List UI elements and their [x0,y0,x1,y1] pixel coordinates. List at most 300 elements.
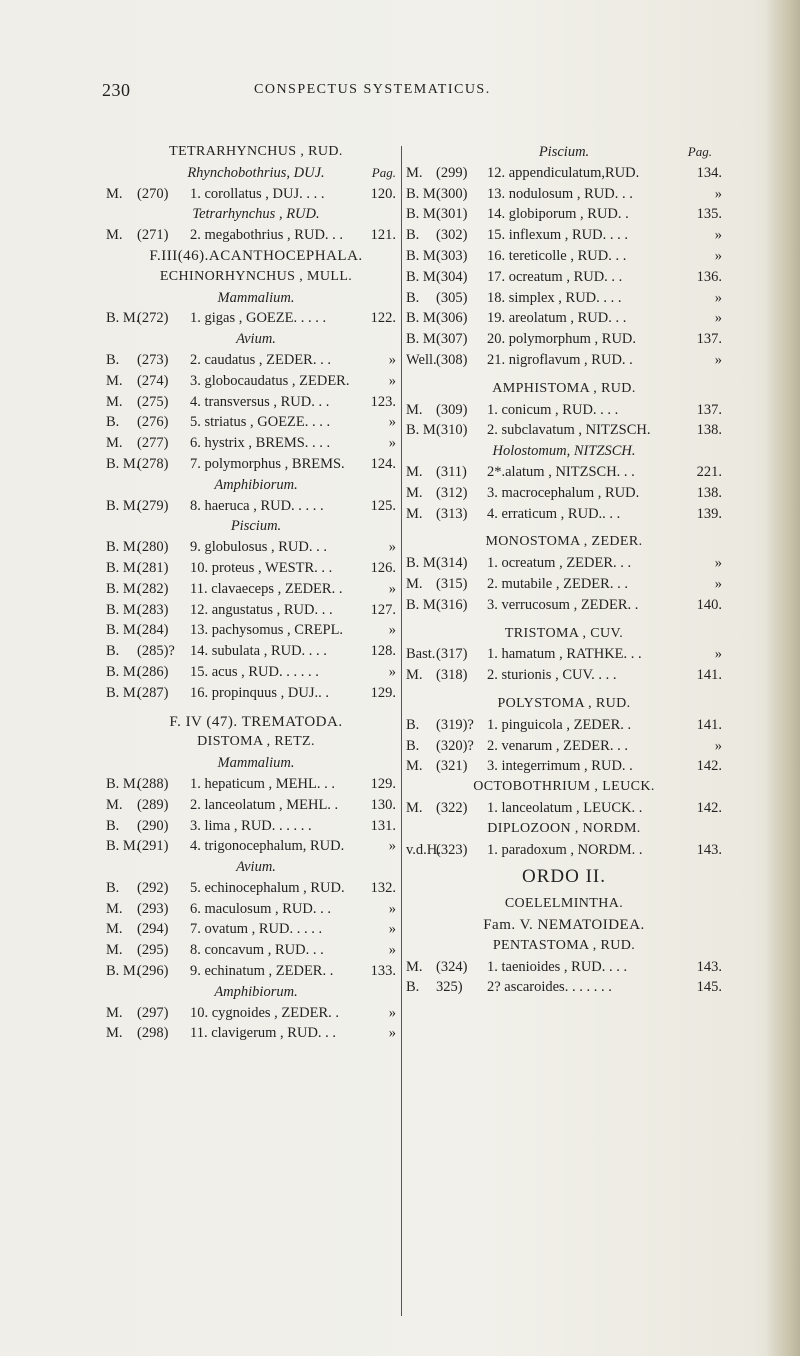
catalog-entry [106,350,406,371]
genus-heading: PENTASTOMA , RUD. [492,937,636,953]
entry-number: (274) [137,372,169,389]
catalog-entry [406,644,722,665]
species-name: 2. caudatus , ZEDER. . . [190,351,331,368]
collection-code: B. M. [106,963,140,980]
species-name: 20. polymorphum , RUD. [487,331,637,348]
collection-code: M. [106,921,123,938]
collection-code: B. M. [406,310,440,327]
spacer [106,704,406,712]
subgroup-label: Avium. [236,859,276,876]
species-name: 1. hamatum , RATHKE. . . [487,646,642,663]
page-reference: » [714,247,722,264]
entry-number: (314) [436,555,468,572]
entry-number: (290) [137,817,169,834]
catalog-entry [106,412,406,433]
collection-code: M. [406,484,423,501]
species-name: 5. striatus , GOEZE. . . . [190,414,331,431]
subgroup-heading [106,288,406,309]
entry-number: (317) [436,646,468,663]
page-reference: » [388,838,396,855]
right-column [406,142,722,998]
family-heading: F. IV (47). TREMATODA. [169,713,343,730]
catalog-entry [406,715,722,736]
collection-code: B. M. [106,497,140,514]
page-reference: 121. [370,227,396,244]
catalog-entry [106,683,406,704]
collection-code: M. [106,435,123,452]
running-title: CONSPECTUS SYSTEMATICUS. [254,82,491,97]
catalog-entry [406,553,722,574]
catalog-entry [406,400,722,421]
catalog-entry [106,816,406,837]
subgroup-label: Rhynchobothrius, DUJ. [187,164,325,181]
species-name: 7. polymorphus , BREMS. [190,455,345,472]
family-heading: Fam. V. NEMATOIDEA. [483,917,645,934]
catalog-entry [106,496,406,517]
subgroup-heading [106,329,406,350]
species-name: 10. cygnoides , ZEDER. . [190,1004,340,1021]
collection-code: B. [406,227,420,244]
entry-number: (291) [137,838,169,855]
catalog-entry [406,595,722,616]
page-reference: » [714,227,722,244]
catalog-entry [106,579,406,600]
subgroup-label: Amphibiorum. [214,983,298,1000]
subgroup-heading [106,204,406,225]
subgroup-label: Tetrarhynchus , RUD. [192,206,320,223]
species-name: 5. echinocephalum , RUD. [190,879,345,896]
species-name: 12. angustatus , RUD. . . [190,601,333,618]
page-reference: » [388,663,396,680]
species-name: 14. subulata , RUD. . . . [190,643,327,660]
species-name: 4. erraticum , RUD.. . . [487,505,621,522]
collection-code: M. [106,942,123,959]
species-name: 13. nodulosum , RUD. . . [487,185,633,202]
entry-number: (310) [436,422,468,439]
collection-code: B. M. [406,185,440,202]
species-name: 3. lima , RUD. . . . . . [190,817,312,834]
collection-code: M. [106,393,123,410]
collection-code: B. M. [106,622,140,639]
spacer [406,371,722,379]
species-name: 16. tereticolle , RUD. . . [487,247,627,264]
species-name: 3. verrucosum , ZEDER. . [487,596,639,613]
page-reference: » [714,185,722,202]
species-name: 1. pinguicola , ZEDER. . [487,716,632,733]
entry-number: (288) [137,775,169,792]
page-reference: » [714,737,722,754]
collection-code: B. M. [106,684,140,701]
entry-number: (292) [137,879,169,896]
entry-number: (277) [137,435,169,452]
species-name: 4. trigonocephalum, RUD. [190,838,345,855]
page-reference: 128. [370,643,396,660]
catalog-entry [406,504,722,525]
species-name: 13. pachysomus , CREPL. [190,622,344,639]
collection-code: B. M. [406,268,440,285]
species-name: 11. clavaeceps , ZEDER. . [190,580,343,597]
page-reference: 135. [696,206,722,223]
entry-number: (270) [137,185,169,202]
entry-number: (278) [137,455,169,472]
catalog-entry [106,308,406,329]
catalog-entry [106,940,406,961]
collection-code: M. [406,575,423,592]
catalog-entry [406,840,722,861]
subgroup-label: Holostomum, NITZSCH. [492,443,636,460]
entry-number: (280) [137,539,169,556]
collection-code: M. [106,1004,123,1021]
entry-number: (311) [436,463,467,480]
page-number: 230 [102,80,131,100]
entry-number: (313) [436,505,468,522]
subgroup-label: Avium. [236,331,276,348]
collection-code: B. [406,979,420,996]
page-reference: » [388,622,396,639]
entry-number: (287) [137,684,169,701]
collection-code: B. M. [406,331,440,348]
species-name: 10. proteus , WESTR. . . [190,559,333,576]
page-reference: 139. [696,505,722,522]
genus-heading: POLYSTOMA , RUD. [497,695,631,711]
species-name: 15. acus , RUD. . . . . . [190,663,319,680]
page-reference: 125. [370,497,396,514]
page-reference: » [388,539,396,556]
entry-number: 325) [436,979,463,996]
catalog-entry [106,537,406,558]
entry-number: (300) [436,185,468,202]
catalog-entry [406,462,722,483]
entry-number: (319)? [436,716,474,733]
page-reference: 129. [370,775,396,792]
page-column-label: Pag. [687,144,712,159]
species-name: 1. gigas , GOEZE. . . . . [190,310,327,327]
collection-code: M. [106,900,123,917]
order-heading: ORDO II. [522,866,606,888]
page-reference: » [714,646,722,663]
catalog-entry [406,574,722,595]
species-name: 2. megabothrius , RUD. . . [190,227,344,244]
page-reference: » [388,1004,396,1021]
catalog-entry [106,961,406,982]
entry-number: (282) [137,580,169,597]
entry-number: (306) [436,310,468,327]
genus-heading: COELELMINTHA. [504,896,624,912]
page-reference: » [388,351,396,368]
entry-number: (318) [436,667,468,684]
page-reference: 132. [370,879,396,896]
page-reference: 138. [696,422,722,439]
genus-heading: DISTOMA , RETZ. [197,734,315,750]
page-reference: 133. [370,963,396,980]
page-reference: 126. [370,559,396,576]
species-name: 1. paradoxum , NORDM. . [487,841,643,858]
catalog-entry [406,420,722,441]
page-reference: 134. [696,164,722,181]
catalog-entry [406,308,722,329]
genus-heading: DIPLOZOON , NORDM. [487,820,641,836]
catalog-entry [106,600,406,621]
collection-code: M. [406,799,423,816]
collection-code: M. [406,505,423,522]
genus-heading: TRISTOMA , CUV. [504,625,624,641]
species-name: 1. taenioides , RUD. . . . [487,958,628,975]
entry-number: (273) [137,351,169,368]
entry-number: (320)? [436,737,474,754]
entry-number: (283) [137,601,169,618]
page-reference: » [388,921,396,938]
page-reference: » [388,435,396,452]
catalog-entry [406,184,722,205]
catalog-entry [106,919,406,940]
collection-code: B. [406,289,420,306]
genus-heading: ECHINORHYNCHUS , MULL. [159,268,353,284]
catalog-entry [406,665,722,686]
page-reference: 141. [696,716,722,733]
entry-number: (294) [137,921,169,938]
species-name: 4. transversus , RUD. . . [190,393,330,410]
species-name: 9. echinatum , ZEDER. . [190,963,334,980]
species-name: 9. globulosus , RUD. . . [190,539,327,556]
catalog-entry [106,454,406,475]
entry-number: (316) [436,596,468,613]
catalog-entry [406,246,722,267]
entry-number: (308) [436,351,468,368]
page-reference: 127. [370,601,396,618]
page-reference: 138. [696,484,722,501]
entry-number: (312) [436,484,468,501]
collection-code: v.d.H. [406,841,441,858]
page-reference: » [714,351,722,368]
subgroup-heading [106,163,406,184]
catalog-entry [106,662,406,683]
species-name: 1. ocreatum , ZEDER. . . [487,555,632,572]
entry-number: (296) [137,963,169,980]
collection-code: M. [106,372,123,389]
entry-number: (309) [436,401,468,418]
subgroup-heading [106,982,406,1003]
page-reference: 137. [696,401,722,418]
subgroup-heading [106,475,406,496]
page-reference: » [388,900,396,917]
collection-code: B. M. [406,555,440,572]
species-name: 6. hystrix , BREMS. . . . [190,435,331,452]
page-reference: » [714,310,722,327]
collection-code: M. [406,463,423,480]
spacer [406,616,722,624]
collection-code: B. M. [106,580,140,597]
page-reference: » [714,555,722,572]
catalog-entry [106,433,406,454]
page-reference: 137. [696,331,722,348]
page-reference: 143. [696,958,722,975]
subgroup-heading [106,753,406,774]
subgroup-label: Piscium. [230,518,282,535]
collection-code: B. [106,414,120,431]
entry-number: (295) [137,942,169,959]
page-reference: 221. [696,463,722,480]
entry-number: (299) [436,164,468,181]
species-name: 18. simplex , RUD. . . . [487,289,622,306]
catalog-entry [406,225,722,246]
page-reference: 120. [370,185,396,202]
species-name: 2. mutabile , ZEDER. . . [487,575,628,592]
catalog-entry [406,267,722,288]
catalog-entry [106,836,406,857]
entry-number: (272) [137,310,169,327]
catalog-entry [406,977,722,998]
species-name: 21. nigroflavum , RUD. . [487,351,633,368]
page-reference: » [388,1025,396,1042]
entry-number: (271) [137,227,169,244]
species-name: 19. areolatum , RUD. . . [487,310,627,327]
species-name: 1. lanceolatum , LEUCK. . [487,799,643,816]
family-heading: F.III(46).ACANTHOCEPHALA. [149,247,363,264]
species-name: 12. appendiculatum,RUD. [487,164,640,181]
catalog-entry [106,641,406,662]
spacer [406,686,722,694]
collection-code: M. [106,1025,123,1042]
entry-number: (315) [436,575,468,592]
species-name: 17. ocreatum , RUD. . . [487,268,623,285]
collection-code: M. [406,401,423,418]
collection-code: B. M. [406,596,440,613]
collection-code: B. M. [106,455,140,472]
species-name: 3. globocaudatus , ZEDER. [190,372,350,389]
entry-number: (289) [137,796,169,813]
catalog-entry [106,371,406,392]
page-edge-shadow [766,0,800,1356]
collection-code: B. [106,643,120,660]
page-reference: 145. [696,979,722,996]
page-reference: 141. [696,667,722,684]
entry-number: (298) [137,1025,169,1042]
entry-number: (301) [436,206,468,223]
species-name: 8. haeruca , RUD. . . . . [190,497,324,514]
subgroup-heading [106,857,406,878]
collection-code: B. M. [106,775,140,792]
page-reference: » [388,414,396,431]
catalog-entry [106,1003,406,1024]
species-name: 2. sturionis , CUV. . . . [487,667,617,684]
catalog-entry [406,288,722,309]
catalog-entry [106,795,406,816]
page-reference: » [714,289,722,306]
subgroup-label: Piscium. [538,144,590,160]
entry-number: (297) [137,1004,169,1021]
species-name: 1. conicum , RUD. . . . [487,401,619,418]
collection-code: B. [406,716,420,733]
entry-number: (305) [436,289,468,306]
collection-code: B. [406,737,420,754]
species-name: 16. propinquus , DUJ.. . [190,684,329,701]
collection-code: B. [106,351,120,368]
left-column [106,142,406,1044]
collection-code: B. M. [106,663,140,680]
species-name: 6. maculosum , RUD. . . [190,900,331,917]
catalog-entry [106,392,406,413]
collection-code: M. [406,758,423,775]
catalog-entry [106,558,406,579]
collection-code: B. M. [106,601,140,618]
page-header [0,80,800,104]
subgroup-heading [106,516,406,537]
page-reference: 142. [696,758,722,775]
catalog-entry [406,163,722,184]
collection-code: B. M. [106,838,140,855]
species-name: 15. inflexum , RUD. . . . [487,227,628,244]
species-name: 2. lanceolatum , MEHL. . [190,796,339,813]
entry-number: (285)? [137,643,175,660]
collection-code: B. M. [106,559,140,576]
collection-code: M. [406,958,423,975]
entry-number: (324) [436,958,468,975]
species-name: 1. hepaticum , MEHL. . . [190,775,335,792]
collection-code: M. [406,164,423,181]
collection-code: Well. [406,351,437,368]
collection-code: M. [106,227,123,244]
collection-code: B. M. [106,539,140,556]
species-name: 3. integerrimum , RUD. . [487,758,633,775]
catalog-entry [106,878,406,899]
page-reference: » [388,580,396,597]
page-reference: 142. [696,799,722,816]
subgroup-label: Mammalium. [217,755,295,772]
page-reference: 123. [370,393,396,410]
species-name: 1. corollatus , DUJ. . . . [190,185,325,202]
collection-code: B. [106,817,120,834]
catalog-entry [106,899,406,920]
entry-number: (276) [137,414,169,431]
collection-code: M. [106,796,123,813]
entry-number: (279) [137,497,169,514]
entry-number: (284) [137,622,169,639]
catalog-entry [106,620,406,641]
catalog-entry [106,225,406,246]
page-reference: 136. [696,268,722,285]
species-name: 2? ascaroides. . . . . . . [487,979,612,996]
subgroup-label: Amphibiorum. [214,476,298,493]
collection-code: B. M. [406,422,440,439]
catalog-entry [406,756,722,777]
page-reference: 140. [696,596,722,613]
collection-code: B. M. [106,310,140,327]
page-reference: 130. [370,796,396,813]
species-name: 14. globiporum , RUD. . [487,206,629,223]
catalog-entry [406,736,722,757]
entry-number: (302) [436,227,468,244]
catalog-entry [406,957,722,978]
species-name: 11. clavigerum , RUD. . . [190,1025,337,1042]
species-name: 3. macrocephalum , RUD. [487,484,640,501]
page-column-label: Pag. [371,164,396,180]
column-divider [401,146,402,1316]
collection-code: M. [106,185,123,202]
catalog-entry [406,798,722,819]
entry-number: (321) [436,758,468,775]
collection-code: B. [106,879,120,896]
subgroup-heading [406,441,722,462]
entry-number: (281) [137,559,169,576]
genus-heading: MONOSTOMA , ZEDER. [485,534,643,550]
entry-number: (286) [137,663,169,680]
page-reference: 143. [696,841,722,858]
catalog-entry [406,350,722,371]
catalog-entry [406,329,722,350]
collection-code: M. [406,667,423,684]
species-name: 8. concavum , RUD. . . [190,942,324,959]
species-name: 2. venarum , ZEDER. . . [487,737,628,754]
